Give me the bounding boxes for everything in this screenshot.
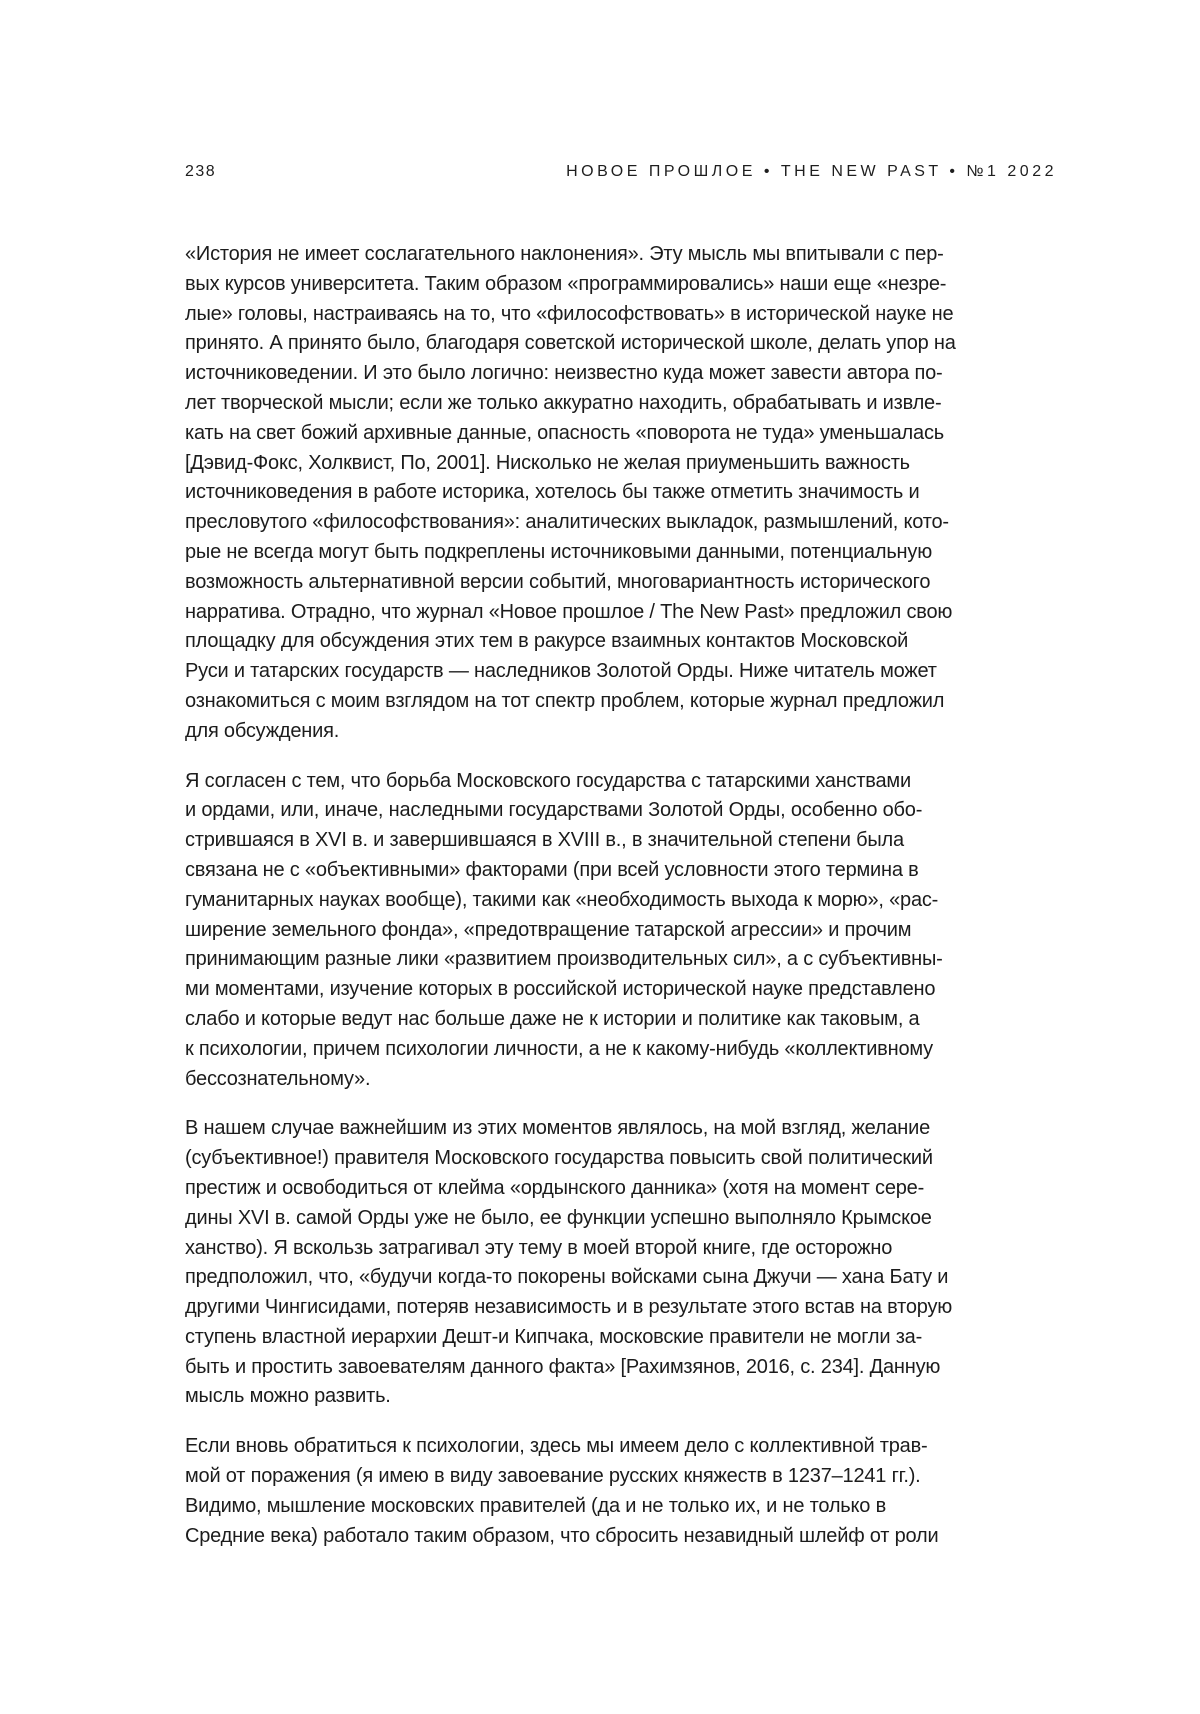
text-line: принято. А принято было, благодаря советской исторической школе, делать упор на <box>185 332 956 355</box>
text-line: мысль можно развить. <box>185 1385 391 1408</box>
text-line: Руси и татарских государств — наследников Золотой Орды. Ниже читатель может <box>185 660 937 683</box>
text-line: [Дэвид-Фокс, Холквист, По, 2001]. Нисколько не желая приуменьшить важность <box>185 451 910 474</box>
text-line: «История не имеет сослагательного наклонения». Эту мысль мы впитывали с пер- <box>185 243 944 265</box>
paragraph <box>185 767 1060 1095</box>
text-line: Видимо, мышление московских правителей (да и не только их, и не только в <box>185 1494 886 1517</box>
text-line: Я согласен с тем, что борьба Московского государства с татарскими ханствами <box>185 769 911 792</box>
text-line: лет творческой мысли; если же только аккуратно находить, обрабатывать и извле- <box>185 391 942 414</box>
text-line: (субъективное!) правителя Московского государства повысить свой политический <box>185 1147 933 1170</box>
text-line: принимающим разные лики «развитием производительных сил», а с субъективны- <box>185 948 943 971</box>
text-line: стрившаяся в XVI в. и завершившаяся в XVIII в., в значительной степени была <box>185 829 904 852</box>
text-line: слабо и которые ведут нас больше даже не к истории и политике как таковым, а <box>185 1007 920 1030</box>
text-line: В нашем случае важнейшим из этих моментов являлось, на мой взгляд, желание <box>185 1117 931 1140</box>
text-line: ширение земельного фонда», «предотвращение татарской агрессии» и прочим <box>185 918 912 941</box>
text-line: нарратива. Отрадно, что журнал «Новое прошлое / The New Past» предложил свою <box>185 600 953 623</box>
text-line: и ордами, или, иначе, наследными государствами Золотой Орды, особенно обо- <box>185 799 923 822</box>
text-line: вых курсов университета. Таким образом «программировались» наши еще «незре- <box>185 272 947 295</box>
text-line: лые» головы, настраиваясь на то, что «философствовать» в исторической науке не <box>185 302 954 325</box>
article-body <box>185 240 1060 1571</box>
text-line: гуманитарных науках вообще), такими как «необходимость выхода к морю», «рас- <box>185 888 939 911</box>
paragraph <box>185 240 1060 747</box>
text-line: ми моментами, изучение которых в российской исторической науке представлено <box>185 978 936 1001</box>
paragraph <box>185 1432 1060 1551</box>
text-line: другими Чингисидами, потеряв независимость и в результате этого встав на вторую <box>185 1296 953 1319</box>
text-line: рые не всегда могут быть подкреплены источниковыми данными, потенциальную <box>185 540 933 563</box>
text-line: ознакомиться с моим взглядом на тот спектр проблем, которые журнал предложил <box>185 689 945 712</box>
text-line: дины XVI в. самой Орды уже не было, ее функции успешно выполняло Крымское <box>185 1206 932 1229</box>
running-head <box>185 163 1057 181</box>
text-line: источниковедении. И это было логично: неизвестно куда может завести автора по- <box>185 362 943 385</box>
text-line: быть и простить завоевателям данного факта» [Рахимзянов, 2016, с. 234]. Данную <box>185 1355 941 1378</box>
page-number: 238 <box>185 163 217 180</box>
text-line: ступень властной иерархии Дешт-и Кипчака, московские правители не могли за- <box>185 1325 923 1348</box>
text-line: к психологии, причем психологии личности, а не к какому-нибудь «коллективному <box>185 1037 933 1060</box>
text-line: престиж и освободиться от клейма «ордынского данника» (хотя на момент сере- <box>185 1176 925 1199</box>
paragraph <box>185 1114 1060 1412</box>
text-line: пресловутого «философствования»: аналитических выкладок, размышлений, кото- <box>185 511 949 534</box>
text-line: для обсуждения. <box>185 719 340 742</box>
text-line: возможность альтернативной версии событий, многовариантность исторического <box>185 570 931 593</box>
text-line: Если вновь обратиться к психологии, здесь мы имеем дело с коллективной трав- <box>185 1435 928 1458</box>
text-line: мой от поражения (я имею в виду завоевание русских княжеств в 1237–1241 гг.). <box>185 1465 921 1488</box>
text-line: площадку для обсуждения этих тем в ракурсе взаимных контактов Московской <box>185 630 909 653</box>
text-line: Средние века) работало таким образом, что сбросить незавидный шлейф от роли <box>185 1524 939 1547</box>
text-line: кать на свет божий архивные данные, опасность «поворота не туда» уменьшалась <box>185 421 944 444</box>
text-line: связана не с «объективными» факторами (при всей условности этого термина в <box>185 858 919 881</box>
text-line: предположил, что, «будучи когда-то покорены войсками сына Джучи — хана Бату и <box>185 1266 949 1289</box>
text-line: ханство). Я вскользь затрагивал эту тему в моей второй книге, где осторожно <box>185 1236 893 1259</box>
text-line: источниковедения в работе историка, хотелось бы также отметить значимость и <box>185 481 920 504</box>
text-line: бессознательному». <box>185 1067 371 1090</box>
journal-title: НОВОЕ ПРОШЛОЕ • THE NEW PAST • №1 2022 <box>566 163 1057 180</box>
